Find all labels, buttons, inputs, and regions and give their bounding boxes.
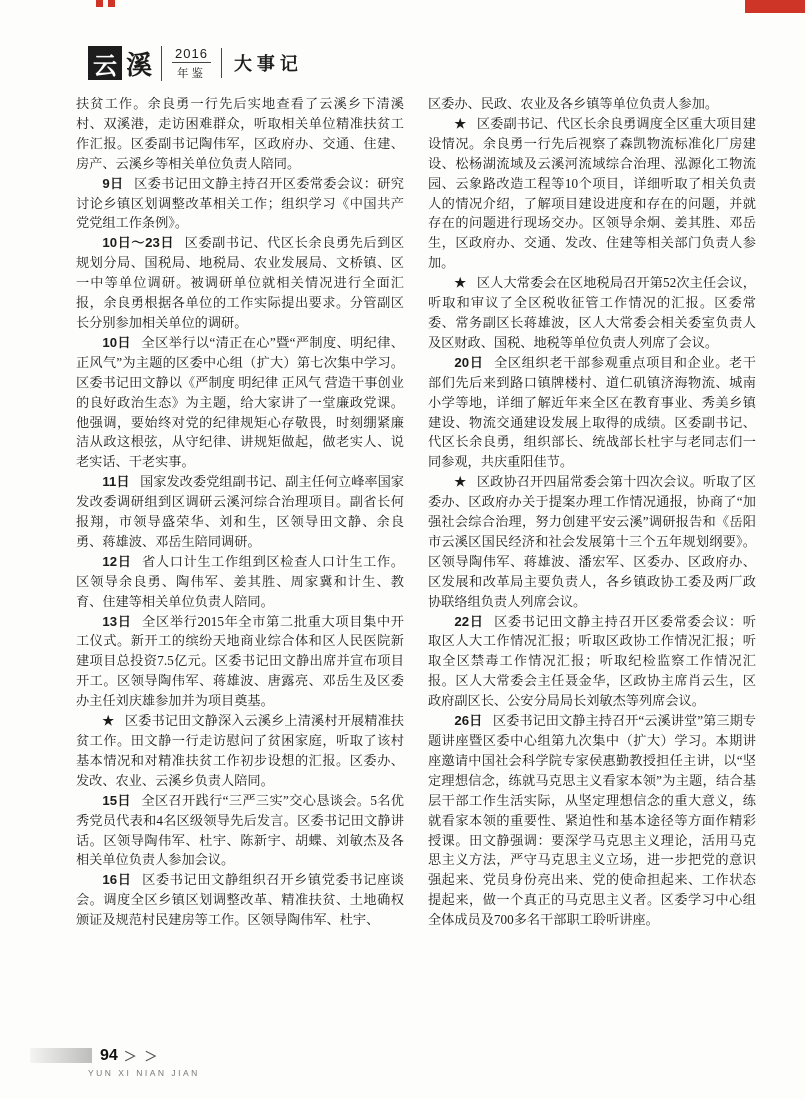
event-paragraph xyxy=(428,711,756,930)
event-paragraph xyxy=(428,472,756,611)
event-text: 区委书记田文静主持召开区委常委会议：研究讨论乡镇区划调整改革相关工作；组织学习《中国共产党党组工作条例》。 xyxy=(76,175,404,231)
event-text: 区委副书记、代区长余良勇调度全区重大项目建设情况。余良勇一行先后视察了森凯物流标准化厂房建设、松杨湖流域及云溪河流域综合治理、泓源化工物流园、云象路改造工程等10个项目，详细听取了相关负责人的情况介绍，了解项目建设进度和存在的问题，并就存在的问题进行现场交办。区领导余炯、姜其胜、邓岳生，区政府办、交通、发改、住建等相关部门负责人参加。 xyxy=(428,115,756,271)
event-date-marker: 9日 xyxy=(102,175,124,191)
event-paragraph xyxy=(76,870,404,930)
footer-row xyxy=(30,1046,200,1065)
event-paragraph xyxy=(76,94,404,174)
footer-gradient-bar xyxy=(30,1048,92,1063)
red-tick-mark xyxy=(96,0,103,7)
event-paragraph xyxy=(76,174,404,234)
event-text: 全区召开践行“三严三实”交心恳谈会。5名优秀党员代表和4名区级领导先后发言。区委书记田文静讲话。区领导陶伟军、杜宇、陈新宇、胡蝶、刘敏杰及各相关单位负责人参加会议。 xyxy=(76,792,404,868)
logo-boxed-char: 云 xyxy=(88,46,122,80)
event-date-marker: 13日 xyxy=(102,613,132,629)
event-paragraph xyxy=(76,233,404,333)
event-date-marker: 16日 xyxy=(102,872,132,888)
event-star-marker: ★ xyxy=(454,474,467,490)
event-text: 省人口计生工作组到区检查人口计生工作。区领导余良勇、陶伟军、姜其胜、周家冀和计生、教育、住建等相关单位负责人陪同。 xyxy=(76,553,404,609)
left-column xyxy=(76,94,404,930)
event-text: 区委副书记、代区长余良勇先后到区规划分局、国税局、地税局、农业发展局、文桥镇、区一中等单位调研。被调研单位就相关情况进行全面汇报，余良勇根据各单位的工作实际提出要求。分管副区长分别参加相关单位的调研。 xyxy=(76,235,405,330)
event-paragraph xyxy=(428,612,756,712)
event-date-marker: 10日～23日 xyxy=(102,235,175,251)
event-text: 全区举行2015年全市第二批重大项目集中开工仪式。新开工的缤纷天地商业综合体和区人民医院新建项目总投资7.5亿元。区委书记田文静出席并宣布项目开工。区领导陶伟军、蒋雄波、唐露亮、邓岳生及区委办主任刘庆雄参加并为项目奠基。 xyxy=(76,613,404,709)
footer-arrows: ＞ ＞ xyxy=(123,1049,160,1064)
red-tick-mark xyxy=(108,0,115,7)
event-date-marker: 22日 xyxy=(454,613,484,629)
event-paragraph xyxy=(76,472,404,552)
year-label: 2016 xyxy=(172,46,211,63)
event-date-marker: 11日 xyxy=(102,474,130,490)
footer-pinyin: YUN XI NIAN JIAN xyxy=(88,1068,200,1078)
event-text: 国家发改委党组副书记、副主任何立峰率国家发改委调研组到区调研云溪河综合治理项目。副省长何报翔，市领导盛荣华、刘和生，区领导田文静、余良勇、蒋雄波、邓岳生陪同调研。 xyxy=(76,474,404,549)
page-header xyxy=(88,44,303,82)
event-star-marker: ★ xyxy=(454,275,467,291)
section-title: 大事记 xyxy=(221,48,303,78)
event-text: 区政协召开四届常委会第十四次会议。听取了区委办、区政府办关于提案办理工作情况通报，协商了“加强社会综合治理，努力创建平安云溪”调研报告和《岳阳市云溪区国民经济和社会发展第十三个五年规划纲要》。区领导陶伟军、蒋雄波、潘宏军、区委办、区政府办、区发展和改革局主要负责人，各乡镇政协工委及两厂政协联络组负责人列席会议。 xyxy=(428,474,756,609)
event-text: 全区组织老干部参观重点项目和企业。老干部们先后来到路口镇牌楼村、道仁矶镇济海物流、城南小学等地，详细了解近年来全区在教育事业、秀美乡镇建设、物流交通建设发展上取得的成绩。区委副书记、代区长余良勇，组织部长、统战部长杜宇与老同志们一同参观，共庆重阳佳节。 xyxy=(428,354,756,470)
event-paragraph xyxy=(428,114,756,273)
event-text: 区委书记田文静主持召开“云溪讲堂”第三期专题讲座暨区委中心组第九次集中（扩大）学习。本期讲座邀请中国社会科学院专家侯惠勤教授担任主讲，以“坚定理想信念，练就马克思主义看家本领”为主题，结合基层干部工作生活实际，从坚定理想信念的重大意义，练就看家本领的重要性、紧迫性和基本途径等方面作精彩授课。田文静强调：要深学马克思主义理论，活用马克思主义方法，严守马克思主义立场，进一步把党的意识强起来、党员身份亮出来、党的使命担起来、工作状态提起来，做一个真正的马克思主义者。区委学习中心组全体成员及700多名干部职工聆听讲座。 xyxy=(428,713,756,928)
page-footer xyxy=(30,1046,200,1078)
event-text: 区委书记田文静主持召开区委常委会议：听取区人大工作情况汇报；听取区政协工作情况汇报；听取全区禁毒工作情况汇报；听取纪检监察工作情况汇报。区人大常委会主任聂金华，区政协主席肖云生，区政府副区长、公安分局局长刘敏杰等列席会议。 xyxy=(428,613,756,709)
red-corner-mark xyxy=(745,0,805,13)
event-text: 全区举行以“清正在心”暨“严制度、明纪律、正风气”为主题的区委中心组（扩大）第七次集中学习。区委书记田文静以《严制度 明纪律 正风气 营造干事创业的良好政治生态》为主题，给大家讲了一堂廉政党课。他强调，要始终对党的纪律规矩心存敬畏，时刻绷紧廉洁从政这根弦，从守纪律、讲规矩做起，做老实人、说老实话、干老实事。 xyxy=(76,334,404,470)
event-paragraph xyxy=(76,612,404,712)
event-paragraph xyxy=(428,94,756,114)
event-paragraph xyxy=(76,791,404,871)
event-paragraph xyxy=(428,353,756,472)
event-date-marker: 20日 xyxy=(454,354,484,370)
year-block xyxy=(161,46,221,81)
event-paragraph xyxy=(76,333,404,472)
page-number: 94 xyxy=(100,1046,118,1064)
content-area xyxy=(76,94,756,930)
event-date-marker: 26日 xyxy=(454,713,483,729)
event-date-marker: 12日 xyxy=(102,553,132,569)
event-text: 区人大常委会在区地税局召开第52次主任会议，听取和审议了全区税收征管工作情况的汇报。区委常委、常务副区长蒋雄波，区人大常委会相关委室负责人及区财政、国税、地税等单位负责人列席了会议。 xyxy=(428,275,756,350)
event-date-marker: 15日 xyxy=(102,792,131,808)
event-text: 扶贫工作。余良勇一行先后实地查看了云溪乡下清溪村、双溪港，走访困难群众，听取相关单位精准扶贫工作汇报。区委副书记陶伟军，区政府办、交通、住建、房产、云溪乡等相关单位负责人陪同。 xyxy=(76,96,404,171)
event-text: 区委书记田文静深入云溪乡上清溪村开展精准扶贫工作。田文静一行走访慰问了贫困家庭，听取了该村基本情况和对精准扶贫工作初步设想的汇报。区委办、发改、农业、云溪乡负责人陪同。 xyxy=(76,713,404,788)
event-paragraph xyxy=(76,552,404,612)
event-star-marker: ★ xyxy=(454,115,467,131)
logo-char: 溪 xyxy=(126,49,153,80)
event-text: 区委书记田文静组织召开乡镇党委书记座谈会。调度全区乡镇区划调整改革、精准扶贫、土地确权颁证及规范村民建房等工作。区领导陶伟军、杜宇、 xyxy=(76,872,404,928)
event-text: 区委办、民政、农业及各乡镇等单位负责人参加。 xyxy=(428,96,719,111)
event-paragraph xyxy=(76,711,404,791)
right-column xyxy=(428,94,756,930)
yearbook-label: 年鉴 xyxy=(176,67,206,80)
event-date-marker: 10日 xyxy=(102,334,131,350)
event-paragraph xyxy=(428,273,756,353)
event-star-marker: ★ xyxy=(102,713,115,729)
